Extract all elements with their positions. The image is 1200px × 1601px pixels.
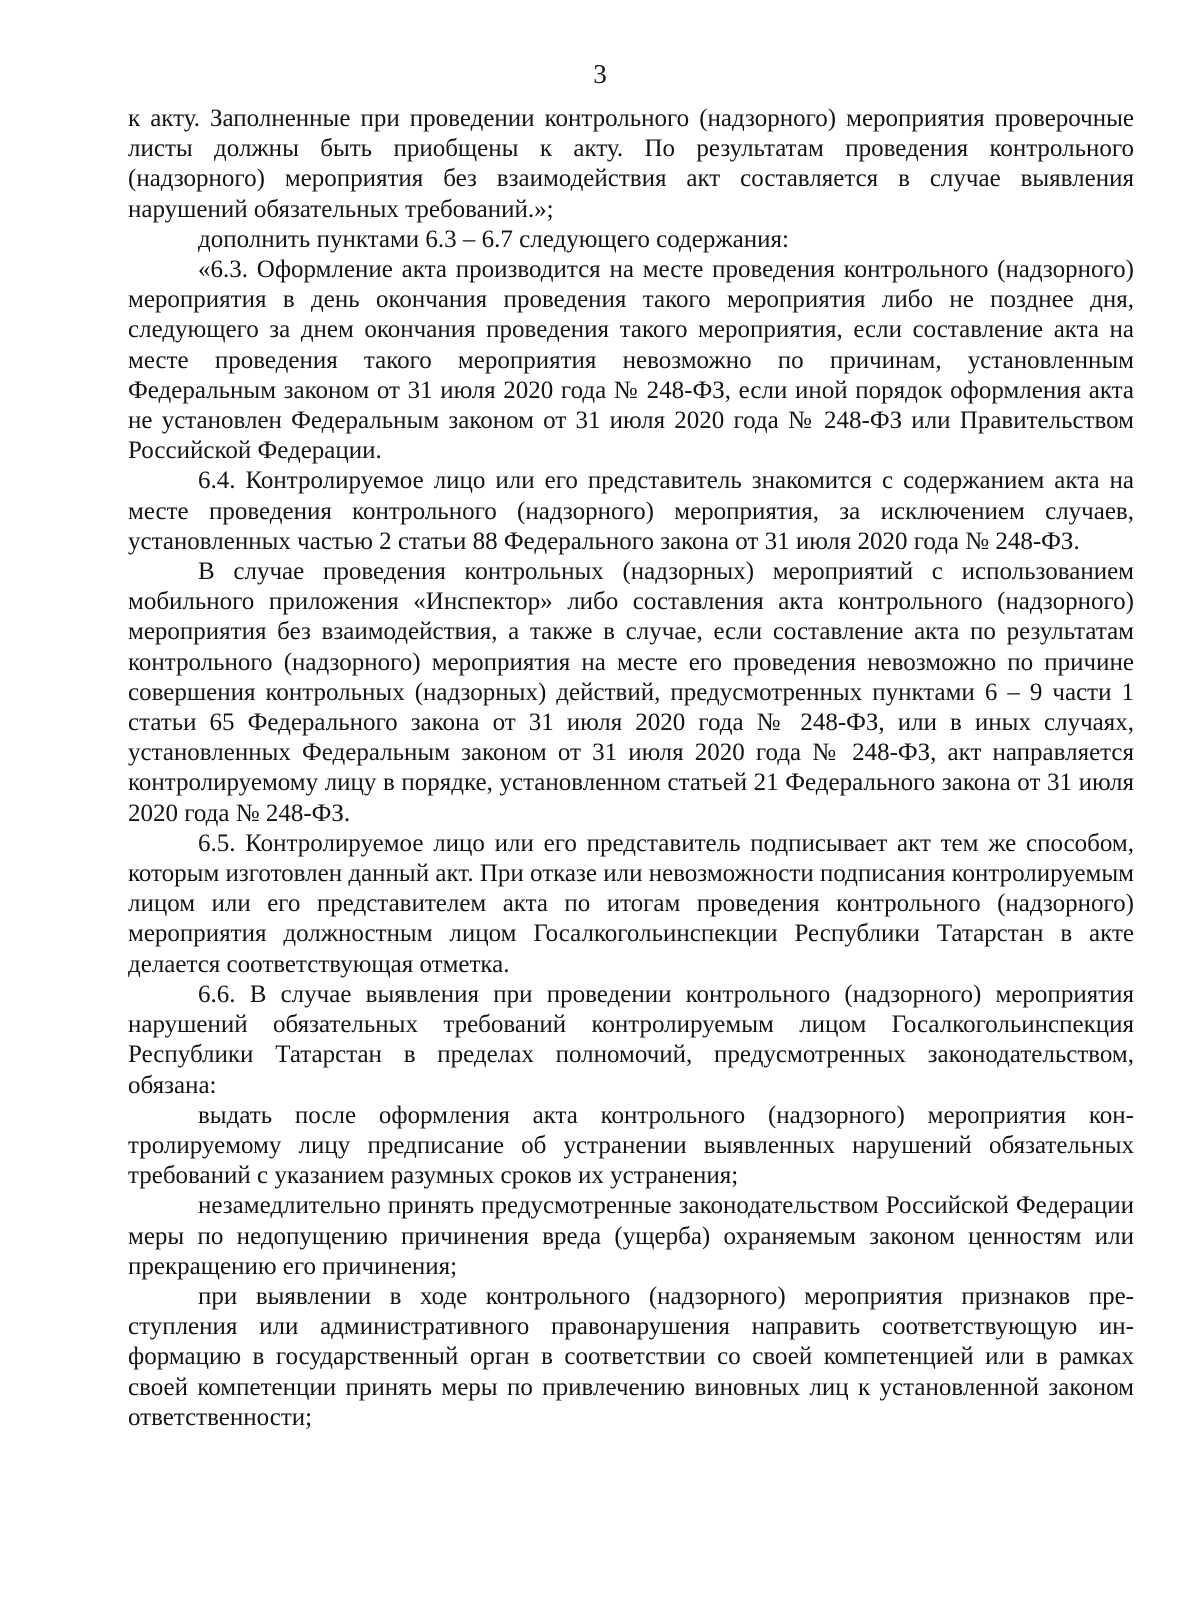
- paragraph-add-items: дополнить пунктами 6.3 – 6.7 следующего содержания:: [198, 225, 789, 253]
- paragraph-6-4: 6.4. Контролируемое лицо или его представитель знакомится с содержанием акта на месте проведения контрольного (надзорного) мероприятия, за исключением случаев, установленных частью 2 статьи 88 Федерального закона от 31 июля 2020 года № 248-ФЗ.: [128, 467, 1134, 555]
- paragraph-6-3: «6.3. Оформление акта производится на месте проведения контрольного (надзорного) мероприятия в день окончания проведения такого мероприятия либо не позднее дня, следующего за днем окончания проведения такого мероприятия, если составление акта на месте проведения такого мероприятия невозможно по причинам, установленным Федеральным законом от 31 июля 2020 года № 248-ФЗ, если иной порядок оформления акта не установлен Федеральным законом от 31 июля 2020 года № 248-ФЗ или Правительством Российской Федерации.: [128, 256, 1134, 465]
- paragraph-issue-order: выдать после оформления акта контрольного (надзорного) мероприятия контролируемому лицу предписание об устранении выявленных нарушений обязательных требований с указанием разумных сроков их устранения;: [128, 1101, 1134, 1190]
- paragraph-6-5: 6.5. Контролируемое лицо или его представитель подписывает акт тем же способом, которым изготовлен данный акт. При отказе или невозможности подписания контролируемым лицом или его представителем акта по итогам проведения контрольного (надзорного) мероприятия должностным лицом Госалкогольинспекции Республики Татарстан в акте делается соответствующая отметка.: [128, 829, 1134, 978]
- page-number: 3: [593, 59, 607, 89]
- paragraph-6-6: 6.6. В случае выявления при проведении контрольного (надзорного) мероприятия нарушений обязательных требований контролируемым лицом Госалкогольинспекция Республики Татарстан в пределах полномочий, предусмотренных законодательством, обязана:: [128, 980, 1134, 1099]
- paragraph-act-attachment: к акту. Заполненные при проведении контрольного (надзорного) мероприятия проверочные листы должны быть приобщены к акту. По результатам проведения контрольного (надзорного) мероприятия без взаимодействия акт составляется в случае выявления нарушений обязательных требований.»;: [128, 105, 1134, 223]
- paragraph-inspector-app: В случае проведения контрольных (надзорных) мероприятий с использованием мобильного приложения «Инспектор» либо составления акта контрольного (надзорного) мероприятия без взаимодействия, а также в случае, если составление акта по результатам контрольного (надзорного) мероприятия на месте его проведения невозможно по причине совершения контрольных (надзорных) действий, предусмотренных пунктами 6 – 9 части 1 статьи 65 Федерального закона от 31 июля 2020 года № 248-ФЗ, или в иных случаях, установленных Федеральным законом от 31 июля 2020 года № 248-ФЗ, акт направляется контролируемому лицу в порядке, установленном статьей 21 Федерального закона от 31 июля 2020 года № 248-ФЗ.: [128, 558, 1134, 827]
- document-body: [128, 104, 1134, 1433]
- paragraph-prevent-harm: незамедлительно принять предусмотренные законодательством Российской Федерации меры по недопущению причинения вреда (ущерба) охраняемым законом ценностям или прекращению его причинения;: [128, 1192, 1134, 1280]
- paragraph-crime-signs: при выявлении в ходе контрольного (надзорного) мероприятия признаков преступления или административного правонарушения направить соответствующую информацию в государственный орган в соответствии со своей компетенцией или в рамках своей компетенции принять меры по привлечению виновных лиц к установленной законом ответственности;: [128, 1282, 1134, 1431]
